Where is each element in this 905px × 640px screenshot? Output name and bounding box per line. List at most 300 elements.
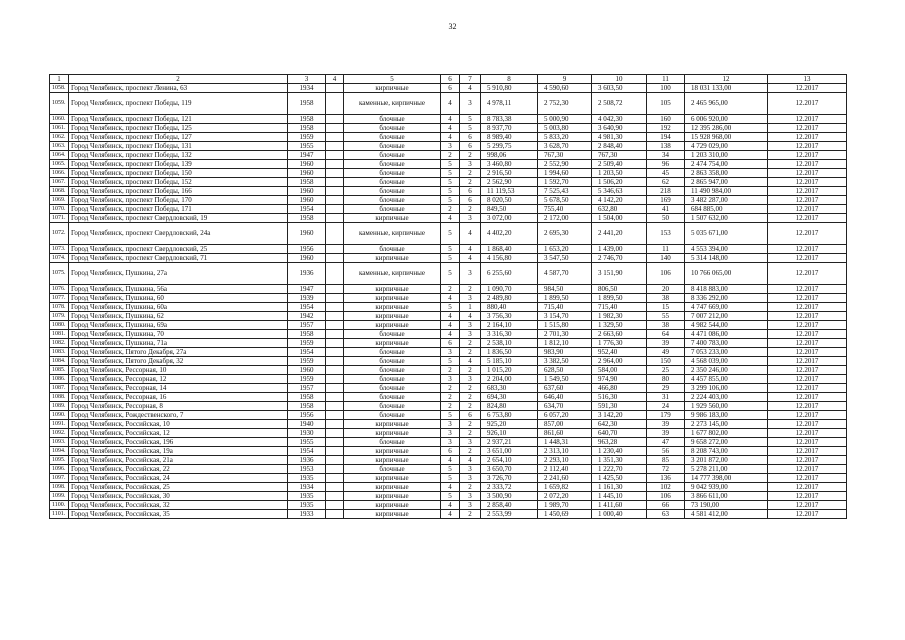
floors-cell: 5 xyxy=(441,223,460,245)
address-cell: Город Челябинск, Российская, 22 xyxy=(69,465,288,474)
year-cell: 1934 xyxy=(288,483,326,492)
cost-cell: 2 273 145,00 xyxy=(685,420,768,429)
living-area-cell: 1 653,20 xyxy=(538,245,592,254)
row-number-cell: 1080. xyxy=(50,321,69,330)
row-number-cell: 1083. xyxy=(50,348,69,357)
row-number-cell: 1070. xyxy=(50,205,69,214)
empty-cell xyxy=(326,294,344,303)
empty-cell xyxy=(326,429,344,438)
cost-cell: 4 553 394,00 xyxy=(685,245,768,254)
material-cell: блочные xyxy=(344,205,441,214)
table-row xyxy=(50,178,847,187)
row-number-cell: 1058. xyxy=(50,84,69,93)
address-cell: Город Челябинск, проспект Победы, 171 xyxy=(69,205,288,214)
floors-cell: 2 xyxy=(441,205,460,214)
cost-cell: 4 982 544,00 xyxy=(685,321,768,330)
living-area-cell: 1 899,50 xyxy=(538,294,592,303)
table-row xyxy=(50,339,847,348)
entrances-cell: 2 xyxy=(460,178,481,187)
address-cell: Город Челябинск, Пушкина, 60а xyxy=(69,303,288,312)
total-area-cell: 3 726,70 xyxy=(481,474,538,483)
total-area-cell: 2 553,99 xyxy=(481,510,538,519)
cost-cell: 684 885,00 xyxy=(685,205,768,214)
table-row xyxy=(50,285,847,294)
address-cell: Город Челябинск, Пушкина, 27а xyxy=(69,263,288,285)
living-area-cell: 857,00 xyxy=(538,420,592,429)
entrances-cell: 3 xyxy=(460,474,481,483)
year-cell: 1957 xyxy=(288,384,326,393)
living-area-cell: 3 382,50 xyxy=(538,357,592,366)
date-cell: 12.2017 xyxy=(768,357,847,366)
year-cell: 1934 xyxy=(288,84,326,93)
year-cell: 1960 xyxy=(288,160,326,169)
row-number-cell: 1068. xyxy=(50,187,69,196)
address-cell: Город Челябинск, Российская, 35 xyxy=(69,510,288,519)
date-cell: 12.2017 xyxy=(768,321,847,330)
table-row xyxy=(50,411,847,420)
empty-cell xyxy=(326,420,344,429)
cost-cell: 15 928 968,00 xyxy=(685,133,768,142)
cost-cell: 8 208 743,00 xyxy=(685,447,768,456)
row-number-cell: 1088. xyxy=(50,393,69,402)
row-number-cell: 1084. xyxy=(50,357,69,366)
row-number-cell: 1097. xyxy=(50,474,69,483)
column-header-13: 13 xyxy=(768,75,847,84)
living-area-cell: 628,50 xyxy=(538,366,592,375)
residential-area-cell: 5 346,63 xyxy=(592,187,647,196)
residents-cell: 11 xyxy=(647,245,685,254)
residents-cell: 102 xyxy=(647,483,685,492)
living-area-cell: 5 003,80 xyxy=(538,124,592,133)
residents-cell: 38 xyxy=(647,321,685,330)
entrances-cell: 2 xyxy=(460,420,481,429)
residents-cell: 96 xyxy=(647,160,685,169)
address-cell: Город Челябинск, Пушкина, 60 xyxy=(69,294,288,303)
total-area-cell: 998,06 xyxy=(481,151,538,160)
cost-cell: 1 507 632,00 xyxy=(685,214,768,223)
living-area-cell: 2 072,20 xyxy=(538,492,592,501)
table-row xyxy=(50,366,847,375)
cost-cell: 3 299 106,00 xyxy=(685,384,768,393)
residents-cell: 105 xyxy=(647,93,685,115)
floors-cell: 4 xyxy=(441,510,460,519)
year-cell: 1959 xyxy=(288,133,326,142)
residential-area-cell: 1 506,20 xyxy=(592,178,647,187)
floors-cell: 5 xyxy=(441,263,460,285)
residential-area-cell: 1 161,30 xyxy=(592,483,647,492)
cost-cell: 9 042 939,00 xyxy=(685,483,768,492)
cost-cell: 9 986 183,00 xyxy=(685,411,768,420)
floors-cell: 5 xyxy=(441,357,460,366)
cost-cell: 7 007 212,00 xyxy=(685,312,768,321)
empty-cell xyxy=(326,245,344,254)
address-cell: Город Челябинск, Пушкина, 62 xyxy=(69,312,288,321)
cost-cell: 1 677 802,00 xyxy=(685,429,768,438)
floors-cell: 5 xyxy=(441,411,460,420)
table-row xyxy=(50,263,847,285)
table-header-row xyxy=(50,75,847,84)
empty-cell xyxy=(326,133,344,142)
entrances-cell: 1 xyxy=(460,303,481,312)
residential-area-cell: 1 329,50 xyxy=(592,321,647,330)
date-cell: 12.2017 xyxy=(768,285,847,294)
entrances-cell: 4 xyxy=(460,312,481,321)
date-cell: 12.2017 xyxy=(768,196,847,205)
material-cell: блочные xyxy=(344,178,441,187)
table-row xyxy=(50,84,847,93)
date-cell: 12.2017 xyxy=(768,501,847,510)
floors-cell: 6 xyxy=(441,339,460,348)
entrances-cell: 5 xyxy=(460,124,481,133)
date-cell: 12.2017 xyxy=(768,393,847,402)
residential-area-cell: 591,30 xyxy=(592,402,647,411)
residents-cell: 31 xyxy=(647,393,685,402)
total-area-cell: 2 858,40 xyxy=(481,501,538,510)
date-cell: 12.2017 xyxy=(768,375,847,384)
address-cell: Город Челябинск, Пушкина, 69а xyxy=(69,321,288,330)
row-number-cell: 1099. xyxy=(50,492,69,501)
residents-cell: 100 xyxy=(647,84,685,93)
floors-cell: 4 xyxy=(441,93,460,115)
floors-cell: 3 xyxy=(441,142,460,151)
residents-cell: 160 xyxy=(647,115,685,124)
row-number-cell: 1082. xyxy=(50,339,69,348)
floors-cell: 3 xyxy=(441,438,460,447)
floors-cell: 3 xyxy=(441,420,460,429)
row-number-cell: 1087. xyxy=(50,384,69,393)
total-area-cell: 5 185,10 xyxy=(481,357,538,366)
entrances-cell: 4 xyxy=(460,245,481,254)
address-cell: Город Челябинск, проспект Победы, 139 xyxy=(69,160,288,169)
floors-cell: 2 xyxy=(441,366,460,375)
floors-cell: 5 xyxy=(441,178,460,187)
year-cell: 1960 xyxy=(288,196,326,205)
empty-cell xyxy=(326,384,344,393)
material-cell: блочные xyxy=(344,115,441,124)
cost-cell: 2 465 965,00 xyxy=(685,93,768,115)
cost-cell: 8 336 292,00 xyxy=(685,294,768,303)
table-row xyxy=(50,501,847,510)
empty-cell xyxy=(326,312,344,321)
residents-cell: 24 xyxy=(647,402,685,411)
residents-cell: 55 xyxy=(647,312,685,321)
living-area-cell: 1 659,82 xyxy=(538,483,592,492)
address-cell: Город Челябинск, Российская, 32 xyxy=(69,501,288,510)
total-area-cell: 2 489,80 xyxy=(481,294,538,303)
residential-area-cell: 715,40 xyxy=(592,303,647,312)
table-row xyxy=(50,169,847,178)
column-header-11: 11 xyxy=(647,75,685,84)
empty-cell xyxy=(326,321,344,330)
table-row xyxy=(50,393,847,402)
residential-area-cell: 1 445,10 xyxy=(592,492,647,501)
entrances-cell: 3 xyxy=(460,438,481,447)
table-row xyxy=(50,348,847,357)
empty-cell xyxy=(326,411,344,420)
empty-cell xyxy=(326,474,344,483)
date-cell: 12.2017 xyxy=(768,294,847,303)
entrances-cell: 3 xyxy=(460,501,481,510)
cost-cell: 5 035 671,00 xyxy=(685,223,768,245)
address-cell: Город Челябинск, проспект Победы, 127 xyxy=(69,133,288,142)
material-cell: блочные xyxy=(344,124,441,133)
total-area-cell: 2 538,10 xyxy=(481,339,538,348)
page-number: 32 xyxy=(448,22,457,31)
living-area-cell: 2 293,10 xyxy=(538,456,592,465)
total-area-cell: 2 164,10 xyxy=(481,321,538,330)
residential-area-cell: 1 504,00 xyxy=(592,214,647,223)
empty-cell xyxy=(326,254,344,263)
material-cell: каменные, кирпичные xyxy=(344,263,441,285)
year-cell: 1956 xyxy=(288,245,326,254)
living-area-cell: 634,70 xyxy=(538,402,592,411)
total-area-cell: 8 020,50 xyxy=(481,196,538,205)
year-cell: 1935 xyxy=(288,501,326,510)
residents-cell: 192 xyxy=(647,124,685,133)
table-body xyxy=(50,84,847,519)
column-header-10: 10 xyxy=(592,75,647,84)
empty-cell xyxy=(326,178,344,187)
year-cell: 1958 xyxy=(288,393,326,402)
table-row xyxy=(50,492,847,501)
material-cell: блочные xyxy=(344,366,441,375)
address-cell: Город Челябинск, Российская, 21а xyxy=(69,456,288,465)
empty-cell xyxy=(326,93,344,115)
floors-cell: 4 xyxy=(441,483,460,492)
material-cell: кирпичные xyxy=(344,254,441,263)
table-row xyxy=(50,447,847,456)
table-row xyxy=(50,474,847,483)
living-area-cell: 2 695,30 xyxy=(538,223,592,245)
entrances-cell: 6 xyxy=(460,187,481,196)
residents-cell: 179 xyxy=(647,411,685,420)
table-row xyxy=(50,245,847,254)
cost-cell: 2 474 754,00 xyxy=(685,160,768,169)
date-cell: 12.2017 xyxy=(768,411,847,420)
residents-cell: 169 xyxy=(647,196,685,205)
living-area-cell: 1 812,10 xyxy=(538,339,592,348)
living-area-cell: 1 448,31 xyxy=(538,438,592,447)
material-cell: кирпичные xyxy=(344,321,441,330)
total-area-cell: 1 836,50 xyxy=(481,348,538,357)
material-cell: кирпичные xyxy=(344,312,441,321)
year-cell: 1947 xyxy=(288,285,326,294)
floors-cell: 4 xyxy=(441,330,460,339)
address-cell: Город Челябинск, Рождественского, 7 xyxy=(69,411,288,420)
table-row xyxy=(50,115,847,124)
table-row xyxy=(50,402,847,411)
date-cell: 12.2017 xyxy=(768,510,847,519)
date-cell: 12.2017 xyxy=(768,465,847,474)
total-area-cell: 4 978,11 xyxy=(481,93,538,115)
year-cell: 1958 xyxy=(288,93,326,115)
living-area-cell: 2 112,40 xyxy=(538,465,592,474)
cost-cell: 2 224 403,00 xyxy=(685,393,768,402)
total-area-cell: 6 255,60 xyxy=(481,263,538,285)
row-number-cell: 1067. xyxy=(50,178,69,187)
table-row xyxy=(50,214,847,223)
total-area-cell: 8 989,40 xyxy=(481,133,538,142)
column-header-8: 8 xyxy=(481,75,538,84)
living-area-cell: 2 752,30 xyxy=(538,93,592,115)
year-cell: 1960 xyxy=(288,187,326,196)
material-cell: кирпичные xyxy=(344,492,441,501)
total-area-cell: 824,80 xyxy=(481,402,538,411)
floors-cell: 3 xyxy=(441,375,460,384)
cost-cell: 6 006 920,00 xyxy=(685,115,768,124)
material-cell: кирпичные xyxy=(344,420,441,429)
living-area-cell: 1 549,50 xyxy=(538,375,592,384)
date-cell: 12.2017 xyxy=(768,178,847,187)
cost-cell: 7 400 783,00 xyxy=(685,339,768,348)
year-cell: 1935 xyxy=(288,492,326,501)
residential-area-cell: 466,80 xyxy=(592,384,647,393)
total-area-cell: 11 119,53 xyxy=(481,187,538,196)
row-number-cell: 1081. xyxy=(50,330,69,339)
residential-area-cell: 952,40 xyxy=(592,348,647,357)
cost-cell: 4 581 412,00 xyxy=(685,510,768,519)
year-cell: 1959 xyxy=(288,357,326,366)
column-header-7: 7 xyxy=(460,75,481,84)
living-area-cell: 2 172,00 xyxy=(538,214,592,223)
year-cell: 1955 xyxy=(288,142,326,151)
total-area-cell: 6 753,80 xyxy=(481,411,538,420)
table-row xyxy=(50,223,847,245)
empty-cell xyxy=(326,169,344,178)
material-cell: блочные xyxy=(344,330,441,339)
material-cell: блочные xyxy=(344,196,441,205)
residents-cell: 63 xyxy=(647,510,685,519)
residential-area-cell: 963,28 xyxy=(592,438,647,447)
material-cell: кирпичные xyxy=(344,285,441,294)
address-cell: Город Челябинск, Пятого Декабря, 27а xyxy=(69,348,288,357)
empty-cell xyxy=(326,483,344,492)
residential-area-cell: 4 042,30 xyxy=(592,115,647,124)
date-cell: 12.2017 xyxy=(768,254,847,263)
table-row xyxy=(50,456,847,465)
total-area-cell: 1 090,70 xyxy=(481,285,538,294)
row-number-cell: 1065. xyxy=(50,160,69,169)
date-cell: 12.2017 xyxy=(768,245,847,254)
floors-cell: 5 xyxy=(441,160,460,169)
empty-cell xyxy=(326,151,344,160)
date-cell: 12.2017 xyxy=(768,438,847,447)
floors-cell: 4 xyxy=(441,456,460,465)
residents-cell: 136 xyxy=(647,474,685,483)
year-cell: 1955 xyxy=(288,438,326,447)
cost-cell: 5 278 211,00 xyxy=(685,465,768,474)
material-cell: каменные, кирпичные xyxy=(344,93,441,115)
column-header-12: 12 xyxy=(685,75,768,84)
material-cell: блочные xyxy=(344,151,441,160)
residents-cell: 15 xyxy=(647,303,685,312)
year-cell: 1930 xyxy=(288,429,326,438)
residential-area-cell: 1 982,30 xyxy=(592,312,647,321)
material-cell: каменные, кирпичные xyxy=(344,223,441,245)
entrances-cell: 3 xyxy=(460,294,481,303)
address-cell: Город Челябинск, проспект Победы, 152 xyxy=(69,178,288,187)
table-row xyxy=(50,294,847,303)
date-cell: 12.2017 xyxy=(768,84,847,93)
material-cell: блочные xyxy=(344,133,441,142)
row-number-cell: 1086. xyxy=(50,375,69,384)
residential-area-cell: 516,30 xyxy=(592,393,647,402)
entrances-cell: 2 xyxy=(460,285,481,294)
empty-cell xyxy=(326,285,344,294)
date-cell: 12.2017 xyxy=(768,366,847,375)
year-cell: 1958 xyxy=(288,115,326,124)
address-cell: Город Челябинск, Рессорная, 12 xyxy=(69,375,288,384)
residents-cell: 138 xyxy=(647,142,685,151)
entrances-cell: 2 xyxy=(460,384,481,393)
address-cell: Город Челябинск, Рессорная, 16 xyxy=(69,393,288,402)
residential-area-cell: 2 509,40 xyxy=(592,160,647,169)
table-row xyxy=(50,510,847,519)
residential-area-cell: 3 603,50 xyxy=(592,84,647,93)
row-number-cell: 1079. xyxy=(50,312,69,321)
year-cell: 1960 xyxy=(288,366,326,375)
year-cell: 1958 xyxy=(288,178,326,187)
residents-cell: 20 xyxy=(647,285,685,294)
cost-cell: 4 729 029,00 xyxy=(685,142,768,151)
empty-cell xyxy=(326,510,344,519)
year-cell: 1947 xyxy=(288,151,326,160)
floors-cell: 6 xyxy=(441,447,460,456)
table-row xyxy=(50,254,847,263)
material-cell: блочные xyxy=(344,375,441,384)
date-cell: 12.2017 xyxy=(768,492,847,501)
date-cell: 12.2017 xyxy=(768,402,847,411)
entrances-cell: 3 xyxy=(460,492,481,501)
address-cell: Город Челябинск, Российская, 10 xyxy=(69,420,288,429)
row-number-cell: 1077. xyxy=(50,294,69,303)
address-cell: Город Челябинск, Российская, 30 xyxy=(69,492,288,501)
living-area-cell: 2 241,60 xyxy=(538,474,592,483)
entrances-cell: 3 xyxy=(460,160,481,169)
cost-cell: 12 395 286,00 xyxy=(685,124,768,133)
date-cell: 12.2017 xyxy=(768,142,847,151)
year-cell: 1940 xyxy=(288,420,326,429)
row-number-cell: 1101. xyxy=(50,510,69,519)
material-cell: кирпичные xyxy=(344,303,441,312)
living-area-cell: 4 590,60 xyxy=(538,84,592,93)
row-number-cell: 1092. xyxy=(50,429,69,438)
empty-cell xyxy=(326,402,344,411)
floors-cell: 5 xyxy=(441,303,460,312)
total-area-cell: 3 500,90 xyxy=(481,492,538,501)
empty-cell xyxy=(326,84,344,93)
living-area-cell: 767,30 xyxy=(538,151,592,160)
entrances-cell: 2 xyxy=(460,205,481,214)
living-area-cell: 2 701,30 xyxy=(538,330,592,339)
total-area-cell: 2 562,90 xyxy=(481,178,538,187)
address-cell: Город Челябинск, проспект Победы, 119 xyxy=(69,93,288,115)
floors-cell: 5 xyxy=(441,474,460,483)
residents-cell: 39 xyxy=(647,429,685,438)
year-cell: 1936 xyxy=(288,263,326,285)
table-row xyxy=(50,151,847,160)
residents-cell: 80 xyxy=(647,375,685,384)
total-area-cell: 3 072,00 xyxy=(481,214,538,223)
date-cell: 12.2017 xyxy=(768,420,847,429)
entrances-cell: 3 xyxy=(460,375,481,384)
cost-cell: 3 201 872,00 xyxy=(685,456,768,465)
residents-cell: 64 xyxy=(647,330,685,339)
table-row xyxy=(50,187,847,196)
year-cell: 1959 xyxy=(288,339,326,348)
table-row xyxy=(50,357,847,366)
table-row xyxy=(50,429,847,438)
